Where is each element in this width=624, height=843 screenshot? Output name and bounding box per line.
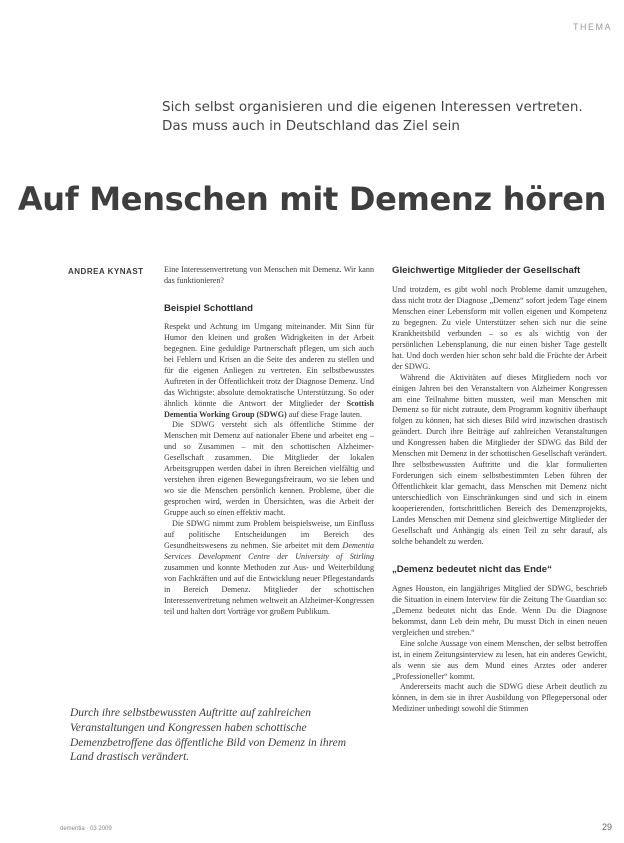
article-column-left [164,265,374,618]
body-paragraph [164,322,374,421]
section-heading-demenz-ende: „Demenz bedeutet nicht das Ende“ [392,563,552,575]
body-paragraph: Die SDWG versteht sich als öffentliche Stimme der Menschen mit Demenz auf nationaler Ebene und arbeitet eng – und so Zusammen – mit den schottischen Alzheimer-Gesellschaft zusammen. Die Mitglieder der lokalen Arbeitsgruppen werden dabei in ihren Bereichen vielfältig und verstehen ihren eigenen Bewegungsfreiraum, wo sie leben und wo sie die Menschen persönlich kennen. Probleme, über die gesprochen wird, werden in Übersichten, was die Arbeit der Gruppe auch so einen effektiv macht. [164,420,374,518]
body-paragraph: Agnes Houston, ein langjähriges Mitglied der SDWG, beschrieb die Situation in einem Interview für die Zeitung The Guardian so: „Demenz bedeutet nicht das Ende. Wenn Du die Diagnose bekommst, dann Leb dein mehr, Du musst Dich in einen neuen vergleichen und streben.“ [392,583,607,637]
body-paragraph: Und trotzdem, es gibt wohl noch Probleme damit umzugehen, dass nicht trotz der Diagnose „Demenz“ sofort jedem Tage einem Menschen einer Lebensform mit vollen eigenen und Kompetenz zu begegnen. Zu viele Unterstützer sehen sich nur die seine Krankheitsbild verbunden – so es als wichtig von der persönlichen Lebensplanung, die nur einen bisher Tage gestellt hat. Und doch werden hier schon sehr bald die Früchte der Arbeit der SDWG. [392,285,607,371]
author-name: ANDREA KYNAST [68,267,144,276]
body-paragraph: Eine solche Aussage von einem Menschen, der selbst betroffen ist, in einem Zeitungsinterview zu lesen, hat ein anderes Gewicht, als wenn sie aus dem Mund eines Arztes oder anderer „Professioneller“ kommt. [392,638,607,681]
page-number: 29 [601,822,612,832]
body-paragraph: Andererseits macht auch die SDWG diese Arbeit deutlich zu können, in dem sie in ihrer Ausbildung von Pflegepersonal oder Mediziner unbedingt sowohl die Stimmen [392,682,607,714]
section-heading-gleichwertige: Gleichwertige Mitglieder der Gesellschaft [392,265,581,276]
footer-publication: dementia · 03 2009 [60,826,112,832]
section-heading-schottland: Beispiel Schottland [164,302,254,314]
body-paragraph: Während die Aktivitäten auf dieses Mitgliedern noch vor einigen Jahren bei den Veranstaltern von Alzheimer Kongressen am eine Teilnahme bitten mussten, weil man Menschen mit Demenz so für nicht zutraute, dem Programm kognitiv überhaupt folgen zu können, hat sich dieses Bild wird inzwischen drastisch geändert. Durch ihre Beiträge auf zahlreichen Veranstaltungen und Kongressen haben die Mitglieder der SDWG das Bild der Menschen mit Demenz in der schottischen Gesellschaft verändert. Ihre selbstbewussten Auftritte und die klar formulierten Forderungen sich einem selbstbestimmten Leben führen der Öffentlichkeit klar gemacht, dass Menschen mit Demenz nicht unterschiedlich von Einschränkungen sind und sich in einem kooperierenden, fortschrittlichen Bereich des Demenzprojekts, Landes Menschen mit Demenz sind gleichwertige Mitglieder der Gesellschaft und Anhängig als einen Teil zu sehr darauf, als solche behandelt zu werden. [392,372,607,546]
kicker: Sich selbst organisieren und die eigenen Interessen vertreten. Das muss auch in Deutschland das Ziel sein [162,99,583,134]
article-column-right [392,265,607,715]
body-text: Respekt und Achtung im Umgang miteinander. Mit Sinn für Humor den kleinen und großen Widrigkeiten in der Arbeit begegnen. Eine geduldige Partnerschaft pflegen, um sich auch bei Fehlern und Krisen an die Seite des anderen zu stellen und für die eigenen Anliegen zu vertreten. Ein selbstbewusstes Auftreten in der Öffentlichkeit trotz der Diagnose Demenz. Und das Wichtigste: absolute demokratische Unterstützung. So oder ähnlich könnte die Antwort der Mitglieder der [164,321,374,408]
pull-quote: Durch ihre selbstbewussten Auftritte auf zahlreichen Veranstaltungen und Kongressen haben schottische Demenzbetroffene das öffentliche Bild von Demenz in ihrem Land drastisch verändert. [70,707,347,764]
section-tag: THEMA [573,22,612,32]
intro-paragraph: Eine Interessenvertretung von Menschen mit Demenz. Wir kann das funktionieren? [164,265,374,285]
page-title: Auf Menschen mit Demenz hören [17,180,607,218]
institution-name: Dementia Services Development Centre der University of Stirling [164,540,374,561]
body-paragraph [164,519,374,618]
body-text: zusammen und konnte Methoden zur Aus- und Weiterbildung von Fachkräften und auf die Entwicklung neuer Pflegestandards in Bereich Demenz. Mitglieder der schottischen Interessenvertretung nehmen weltweit an Alzheimer-Kongressen teil und halten dort Vorträge vor großem Publikum. [164,562,374,616]
organization-name: Scottish Dementia Working Group (SDWG) [164,398,374,419]
body-text: Die SDWG nimmt zum Problem beispielsweise, um Einfluss auf politische Entscheidungen im Bereich des Gesundheitswesens zu nehmen. Sie arbeitet mit dem [164,519,374,550]
body-text: auf diese Frage lauten. [288,409,362,419]
